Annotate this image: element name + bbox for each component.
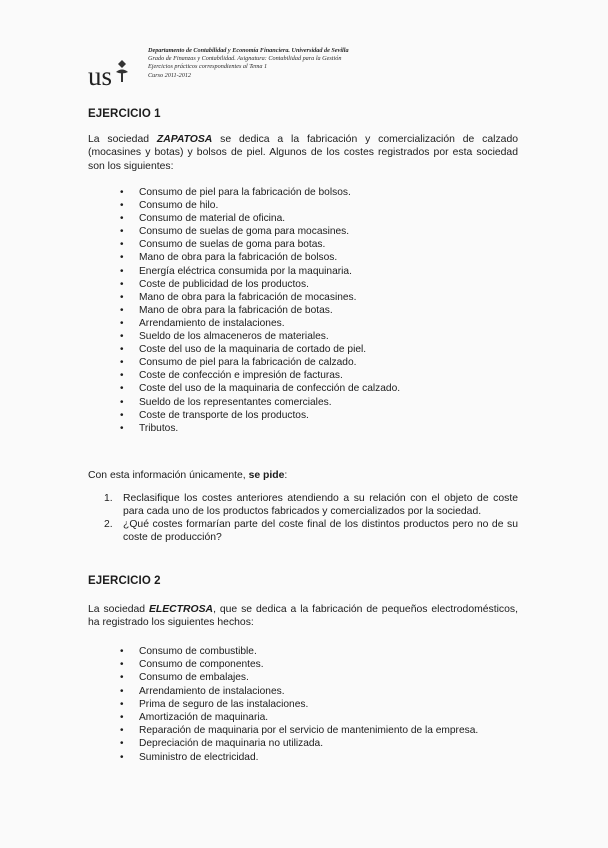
list-item: • Coste de transporte de los productos. — [120, 409, 400, 422]
list-item: • Mano de obra para la fabricación de botas. — [120, 304, 400, 317]
header-course: Curso 2011-2012 — [148, 71, 192, 79]
question-number: 2. — [104, 519, 113, 531]
list-item: • Reparación de maquinaria por el servicio de mantenimiento de la empresa. — [120, 724, 518, 737]
exercise-2-intro — [88, 603, 518, 630]
exercise-2-events-list — [120, 645, 518, 764]
exercise-1-intro — [88, 133, 518, 173]
list-item: • Consumo de suelas de goma para botas. — [120, 238, 400, 251]
list-item: • Coste de publicidad de los productos. — [120, 278, 400, 291]
request-colon: : — [284, 470, 288, 481]
list-item: • Coste del uso de la maquinaria de confección de calzado. — [120, 382, 400, 395]
list-item: • Consumo de piel para la fabricación de bolsos. — [120, 186, 400, 199]
request-emphasis: se pide — [248, 470, 285, 481]
university-logo — [88, 58, 134, 94]
question-text: Reclasifique los costes anteriores atendiendo a su relación con el objeto de coste para cada uno de los productos fabricados y comercializados por la sociedad. — [123, 493, 518, 517]
header-exercises: Ejercicios prácticos correspondientes al Tema 1 — [148, 63, 268, 71]
list-item: • Consumo de embalajes. — [120, 671, 518, 684]
list-item: • Amortización de maquinaria. — [120, 711, 518, 724]
exercise-2-title: EJERCICIO 2 — [88, 575, 161, 587]
request-lead: Con esta información únicamente, — [88, 470, 249, 481]
exercise-2-intro-start: La sociedad — [88, 604, 149, 615]
list-item: • Coste de confección e impresión de facturas. — [120, 369, 400, 382]
list-item: • Consumo de combustible. — [120, 645, 518, 658]
question-number: 1. — [104, 493, 113, 504]
list-item: • Mano de obra para la fabricación de bolsos. — [120, 251, 400, 264]
exercise-1-questions — [104, 493, 518, 545]
exercise-1-cost-list — [120, 186, 400, 435]
header-degree: Grado de Finanzas y Contabilidad. Asignatura: Contabilidad para la Gestión — [148, 55, 342, 63]
exercise-1-request — [88, 469, 518, 482]
question-item — [104, 519, 518, 544]
question-text: ¿Qué costes formarían parte del coste final de los distintos productos pero no de su coste de producción? — [123, 519, 518, 543]
exercise-1-title: EJERCICIO 1 — [88, 108, 161, 120]
logo-text: us — [88, 61, 113, 91]
question-item — [104, 493, 518, 518]
list-item: • Consumo de piel para la fabricación de calzado. — [120, 356, 400, 369]
list-item: • Arrendamiento de instalaciones. — [120, 317, 400, 330]
exercise-1-intro-rest: se dedica a la fabricación y comercialización de calzado (mocasines y botas) y bolsos de piel. Algunos de los costes registrados por esta sociedad son los siguientes: — [88, 134, 518, 172]
company-name-zapatosa: ZAPATOSA — [156, 134, 213, 145]
list-item: • Coste del uso de la maquinaria de cortado de piel. — [120, 343, 400, 356]
list-item: • Prima de seguro de las instalaciones. — [120, 698, 518, 711]
list-item: • Consumo de hilo. — [120, 199, 400, 212]
company-name-electrosa: ELECTROSA — [148, 604, 214, 615]
header-department: Departamento de Contabilidad y Economía Financiera. Universidad de Sevilla — [148, 47, 349, 54]
list-item: • Sueldo de los representantes comerciales. — [120, 396, 400, 409]
list-item: • Energía eléctrica consumida por la maquinaria. — [120, 265, 400, 278]
list-item: • Arrendamiento de instalaciones. — [120, 685, 518, 698]
exercise-1-intro-start: La sociedad — [88, 134, 157, 145]
list-item: • Suministro de electricidad. — [120, 751, 518, 764]
list-item: • Tributos. — [120, 422, 400, 435]
list-item: • Mano de obra para la fabricación de mocasines. — [120, 291, 400, 304]
list-item: • Sueldo de los almaceneros de materiales. — [120, 330, 400, 343]
university-logo-mark — [88, 58, 134, 94]
list-item: • Depreciación de maquinaria no utilizada. — [120, 737, 518, 750]
list-item: • Consumo de componentes. — [120, 658, 518, 671]
document-header — [148, 47, 568, 80]
list-item: • Consumo de suelas de goma para mocasines. — [120, 225, 400, 238]
exercise-2-intro-rest: , que se dedica a la fabricación de pequeños electrodomésticos, ha registrado los siguientes hechos: — [88, 604, 518, 629]
list-item: • Consumo de material de oficina. — [120, 212, 400, 225]
